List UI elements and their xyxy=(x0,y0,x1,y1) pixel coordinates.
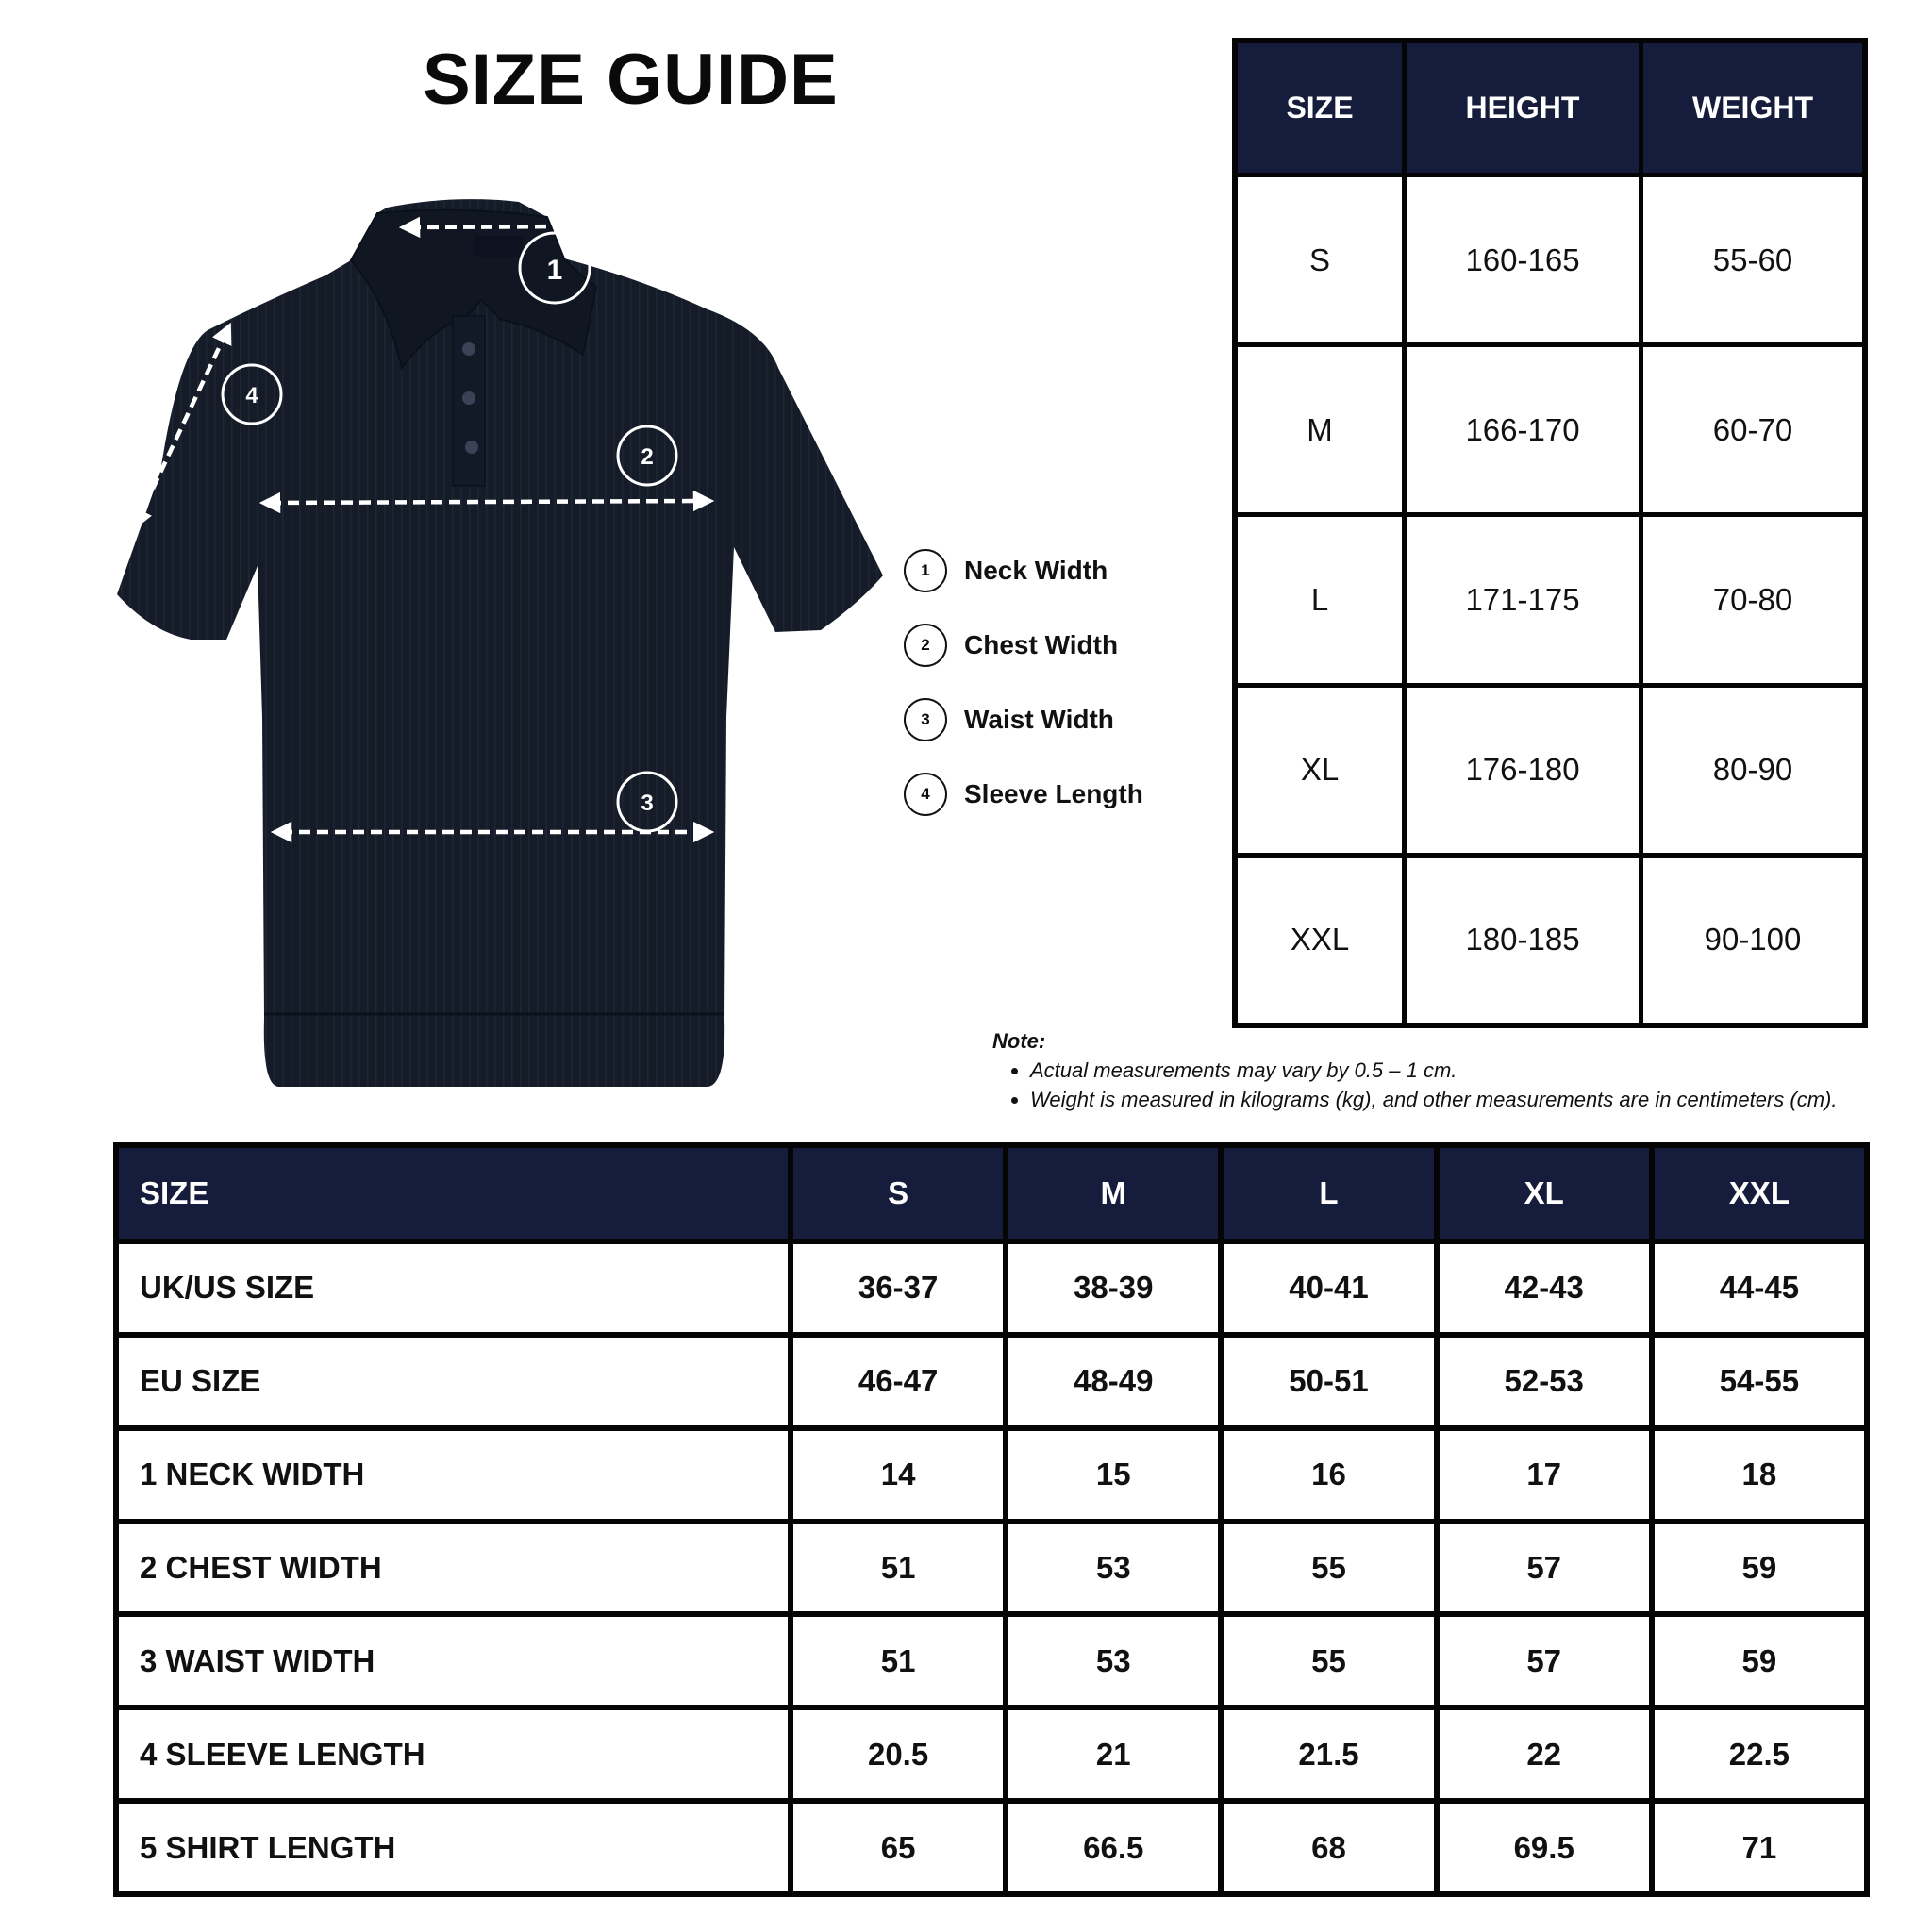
row-label-eu-size: EU SIZE xyxy=(119,1338,788,1425)
note-item: • Weight is measured in kilograms (kg), and other measurements are in centimeters (cm). xyxy=(1030,1085,1870,1114)
column-header-height: HEIGHT xyxy=(1407,43,1639,173)
table-cell: 51 xyxy=(793,1524,1003,1612)
column-header-weight: WEIGHT xyxy=(1643,43,1862,173)
table-cell: 54-55 xyxy=(1655,1338,1864,1425)
table-cell-height: 160-165 xyxy=(1407,177,1639,342)
note-title: Note: xyxy=(992,1029,1046,1053)
table-cell: 22.5 xyxy=(1655,1710,1864,1798)
table-cell: 50-51 xyxy=(1224,1338,1433,1425)
table-cell-weight: 55-60 xyxy=(1643,177,1862,342)
table-cell: 18 xyxy=(1655,1431,1864,1519)
table-cell: 69.5 xyxy=(1440,1804,1649,1891)
table-cell: 53 xyxy=(1008,1524,1218,1612)
table-cell: 20.5 xyxy=(793,1710,1003,1798)
shirt-body xyxy=(117,199,883,1087)
table-cell-size: L xyxy=(1238,517,1402,682)
table-cell-weight: 60-70 xyxy=(1643,347,1862,512)
table-cell-size: S xyxy=(1238,177,1402,342)
legend-item-sleeve-length xyxy=(904,757,1206,831)
table-cell: 21.5 xyxy=(1224,1710,1433,1798)
table-cell: 55 xyxy=(1224,1617,1433,1705)
column-header-l: L xyxy=(1224,1148,1433,1239)
marker-label-3: 3 xyxy=(641,791,654,816)
table-cell: 22 xyxy=(1440,1710,1649,1798)
table-cell: 48-49 xyxy=(1008,1338,1218,1425)
legend-item-waist-width xyxy=(904,682,1206,757)
table-cell: 59 xyxy=(1655,1524,1864,1612)
column-header-size: SIZE xyxy=(119,1148,788,1239)
row-label-chest-width: 2 CHEST WIDTH xyxy=(119,1524,788,1612)
number-circle-icon: 4 xyxy=(904,773,947,816)
table-cell-size: M xyxy=(1238,347,1402,512)
table-cell-size: XXL xyxy=(1238,858,1402,1023)
table-cell: 44-45 xyxy=(1655,1244,1864,1332)
table-cell-weight: 90-100 xyxy=(1643,858,1862,1023)
table-cell-height: 166-170 xyxy=(1407,347,1639,512)
legend-item-chest-width xyxy=(904,608,1206,682)
table-cell: 57 xyxy=(1440,1524,1649,1612)
legend-label: Waist Width xyxy=(964,704,1114,734)
table-cell: 42-43 xyxy=(1440,1244,1649,1332)
table-cell: 55 xyxy=(1224,1524,1433,1612)
table-cell: 40-41 xyxy=(1224,1244,1433,1332)
measurements-table xyxy=(113,1142,1870,1897)
table-cell-size: XL xyxy=(1238,688,1402,853)
polo-shirt-illustration xyxy=(104,189,906,1094)
note-item: • Actual measurements may vary by 0.5 – 1 cm. xyxy=(1030,1056,1870,1085)
measurement-legend xyxy=(904,533,1206,831)
table-cell: 21 xyxy=(1008,1710,1218,1798)
table-cell: 38-39 xyxy=(1008,1244,1218,1332)
column-header-s: S xyxy=(793,1148,1003,1239)
table-cell: 71 xyxy=(1655,1804,1864,1891)
column-header-m: M xyxy=(1008,1148,1218,1239)
table-cell: 53 xyxy=(1008,1617,1218,1705)
table-cell: 51 xyxy=(793,1617,1003,1705)
number-circle-icon: 2 xyxy=(904,624,947,667)
column-header-xxl: XXL xyxy=(1655,1148,1864,1239)
row-label-sleeve-length: 4 SLEEVE LENGTH xyxy=(119,1710,788,1798)
marker-label-2: 2 xyxy=(641,444,654,470)
number-circle-icon: 1 xyxy=(904,549,947,592)
table-cell: 14 xyxy=(793,1431,1003,1519)
brand-neck-label xyxy=(474,236,523,257)
table-cell: 46-47 xyxy=(793,1338,1003,1425)
table-cell-weight: 70-80 xyxy=(1643,517,1862,682)
measurement-note xyxy=(992,1026,1870,1114)
table-cell-weight: 80-90 xyxy=(1643,688,1862,853)
column-header-xl: XL xyxy=(1440,1148,1649,1239)
table-cell: 16 xyxy=(1224,1431,1433,1519)
marker-label-4: 4 xyxy=(245,383,258,408)
height-weight-table xyxy=(1232,38,1868,1028)
table-cell: 59 xyxy=(1655,1617,1864,1705)
table-cell: 52-53 xyxy=(1440,1338,1649,1425)
page-title: SIZE GUIDE xyxy=(423,40,839,120)
row-label-uk-us-size: UK/US SIZE xyxy=(119,1244,788,1332)
legend-item-neck-width xyxy=(904,533,1206,608)
table-cell: 17 xyxy=(1440,1431,1649,1519)
table-cell: 36-37 xyxy=(793,1244,1003,1332)
legend-label: Neck Width xyxy=(964,555,1108,585)
legend-label: Sleeve Length xyxy=(964,778,1143,808)
table-cell: 65 xyxy=(793,1804,1003,1891)
table-cell-height: 176-180 xyxy=(1407,688,1639,853)
table-cell-height: 180-185 xyxy=(1407,858,1639,1023)
table-cell: 66.5 xyxy=(1008,1804,1218,1891)
row-label-waist-width: 3 WAIST WIDTH xyxy=(119,1617,788,1705)
legend-label: Chest Width xyxy=(964,629,1119,659)
column-header-size: SIZE xyxy=(1238,43,1402,173)
table-cell: 68 xyxy=(1224,1804,1433,1891)
table-cell: 15 xyxy=(1008,1431,1218,1519)
row-label-neck-width: 1 NECK WIDTH xyxy=(119,1431,788,1519)
row-label-shirt-length: 5 SHIRT LENGTH xyxy=(119,1804,788,1891)
marker-label-1: 1 xyxy=(546,255,563,286)
number-circle-icon: 3 xyxy=(904,698,947,741)
table-cell-height: 171-175 xyxy=(1407,517,1639,682)
table-cell: 57 xyxy=(1440,1617,1649,1705)
